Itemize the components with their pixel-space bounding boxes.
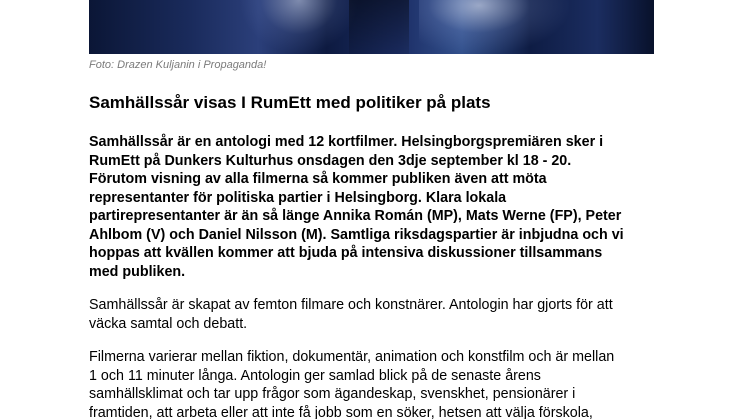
photo-highlight-right bbox=[419, 0, 569, 54]
intro-line: hoppas att kvällen kommer att bjuda på intensiva diskussioner tillsammans bbox=[89, 245, 603, 261]
article-paragraph bbox=[89, 348, 669, 419]
intro-line: representanter för politiska partier i Helsingborg. Klara lokala bbox=[89, 189, 507, 206]
paragraph-line: framtiden, att arbeta eller att inte få jobb som en söker, hetsen att välja förskola, bbox=[89, 404, 593, 419]
intro-line: partirepresentanter är än så länge Annika Román (MP), Mats Werne (FP), Peter bbox=[89, 208, 622, 224]
intro-line: RumEtt på Dunkers Kulturhus onsdagen den 3dje september kl 18 - 20. bbox=[89, 152, 572, 169]
paragraph-line: Samhällssår är skapat av femton filmare och konstnärer. Antologin har gjorts för att bbox=[89, 297, 613, 313]
photo-shadow bbox=[349, 0, 409, 54]
intro-line: Samhällssår är en antologi med 12 kortfilmer. Helsingborgspremiären sker i bbox=[89, 134, 604, 150]
article-headline: Samhällssår visas I RumEtt med politiker på plats bbox=[89, 93, 491, 112]
intro-line: med publiken. bbox=[89, 263, 186, 280]
photo-highlight-left bbox=[239, 0, 359, 54]
paragraph-line: 1 och 11 minuter långa. Antologin ger samlad blick på de senaste årens bbox=[89, 367, 541, 384]
photo-caption: Foto: Drazen Kuljanin i Propaganda! bbox=[89, 59, 267, 71]
paragraph-line: samhällsklimat och tar upp frågor som ägandeskap, svenskhet, pensionärer i bbox=[89, 386, 576, 402]
paragraph-line: Filmerna varierar mellan fiktion, dokumentär, animation och konstfilm och är mellan bbox=[89, 349, 615, 365]
paragraph-line: väcka samtal och debatt. bbox=[89, 315, 248, 332]
intro-line: Förutom visning av alla filmerna så kommer publiken även att möta bbox=[89, 171, 547, 187]
article-paragraph bbox=[89, 296, 669, 333]
article-intro bbox=[89, 133, 669, 281]
article-photo bbox=[89, 0, 654, 54]
intro-line: Ahlbom (V) och Daniel Nilsson (M). Samtliga riksdagspartier är inbjudna och vi bbox=[89, 226, 624, 243]
